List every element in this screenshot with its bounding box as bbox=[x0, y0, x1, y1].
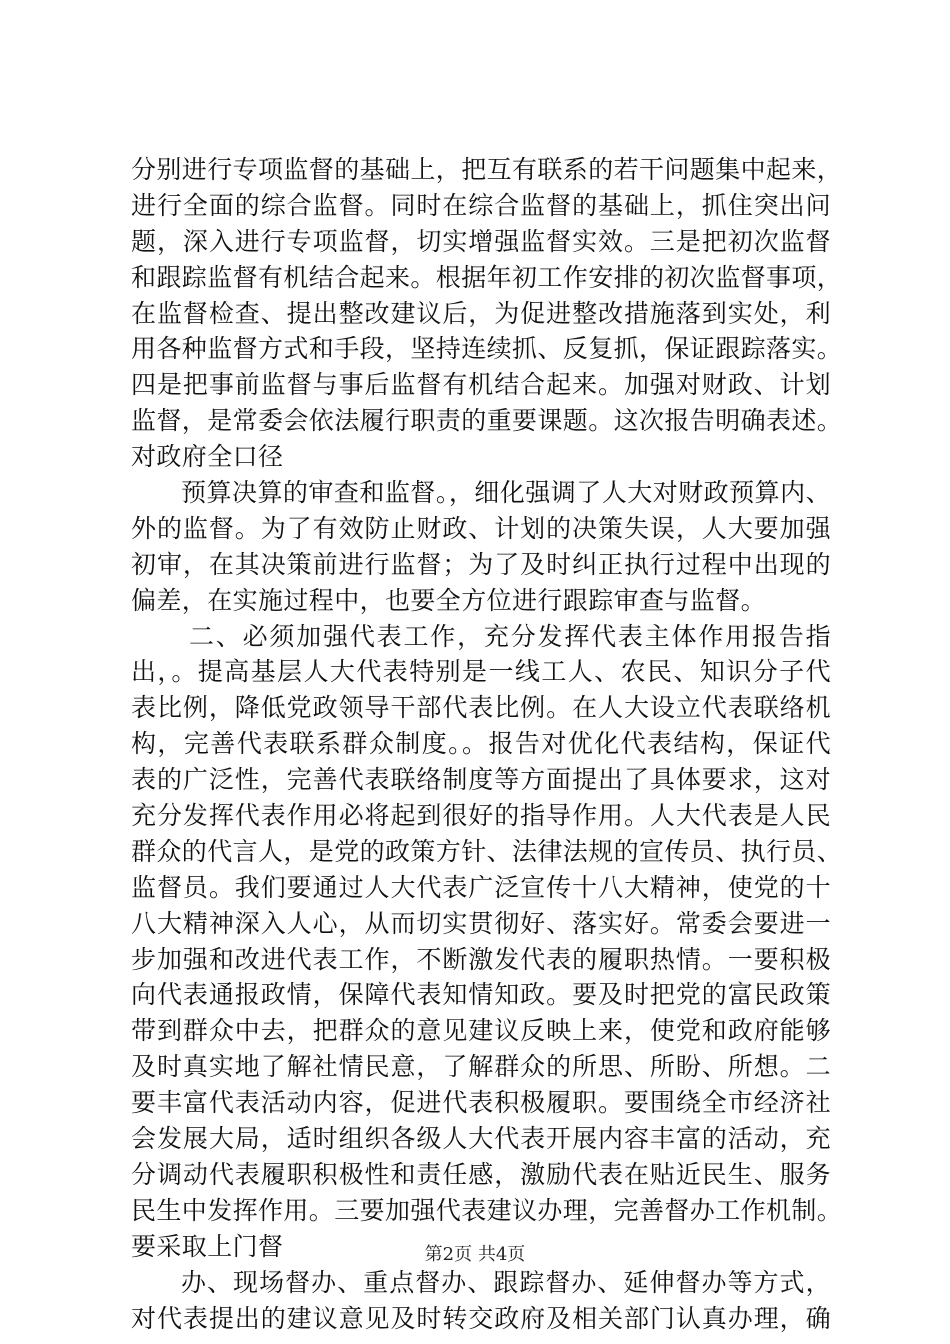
body-text bbox=[131, 152, 843, 1336]
text-line: 对代表提出的建议意见及时转交政府及相关部门认真办理，确 bbox=[131, 1303, 831, 1333]
text-line: 出，。提高基层人大代表特别是一线工人、农民、知识分子代 bbox=[131, 657, 831, 687]
text-line: 进行全面的综合监督。同时在综合监督的基础上，抓住突出问 bbox=[131, 190, 831, 220]
text-line: 用各种监督方式和手段，坚持连续抓、反复抓，保证跟踪落实。 bbox=[131, 334, 843, 364]
text-line: 分别进行专项监督的基础上，把互有联系的若干问题集中起来， bbox=[131, 155, 843, 184]
text-line: 民生中发挥作用。三要加强代表建议办理，完善督办工作机制。 bbox=[131, 1195, 843, 1225]
paragraph-first-line: 办、现场督办、重点督办、跟踪督办、延伸督办等方式， bbox=[181, 1267, 831, 1297]
text-line: 四是把事前监督与事后监督有机结合起来。加强对财政、计划 bbox=[131, 370, 831, 400]
text-line: 构，完善代表联系群众制度。。报告对优化代表结构，保证代 bbox=[131, 729, 831, 759]
paragraph-first-line: 预算决算的审查和监督。，细化强调了人大对财政预算内、 bbox=[181, 478, 831, 508]
text-line: 向代表通报政情，保障代表知情知政。要及时把党的富民政策 bbox=[131, 980, 831, 1010]
text-line: 会发展大局，适时组织各级人大代表开展内容丰富的活动，充 bbox=[131, 1124, 831, 1154]
text-line: 及时真实地了解社情民意，了解群众的所思、所盼、所想。二 bbox=[131, 1052, 831, 1082]
text-line: 和跟踪监督有机结合起来。根据年初工作安排的初次监督事项， bbox=[131, 262, 843, 292]
section-heading-line: 二、必须加强代表工作，充分发挥代表主体作用报告指 bbox=[189, 621, 831, 651]
text-line: 对政府全口径 bbox=[131, 442, 284, 472]
text-line: 八大精神深入人心，从而切实贯彻好、落实好。常委会要进一 bbox=[131, 908, 831, 938]
text-line: 偏差，在实施过程中，也要全方位进行跟踪审查与监督。 bbox=[131, 585, 767, 615]
text-line: 分调动代表履职积极性和责任感，激励代表在贴近民生、服务 bbox=[131, 1159, 831, 1189]
text-line: 初审，在其决策前进行监督；为了及时纠正执行过程中出现的 bbox=[131, 549, 831, 579]
text-line: 在监督检查、提出整改建议后，为促进整改措施落到实处，利 bbox=[131, 298, 831, 328]
text-line: 监督员。我们要通过人大代表广泛宣传十八大精神，使党的十 bbox=[131, 872, 831, 902]
text-line: 群众的代言人，是党的政策方针、法律法规的宣传员、执行员、 bbox=[131, 836, 843, 866]
text-line: 外的监督。为了有效防止财政、计划的决策失误，人大要加强 bbox=[131, 513, 831, 543]
page-footer: 第2页 共4页 bbox=[424, 1244, 526, 1265]
text-line: 带到群众中去，把群众的意见建议反映上来，使党和政府能够 bbox=[131, 1016, 831, 1046]
text-line: 充分发挥代表作用必将起到很好的指导作用。人大代表是人民 bbox=[131, 801, 831, 831]
text-line: 要丰富代表活动内容，促进代表积极履职。要围绕全市经济社 bbox=[131, 1088, 831, 1118]
text-line: 表的广泛性，完善代表联络制度等方面提出了具体要求，这对 bbox=[131, 765, 831, 795]
text-line: 表比例，降低党政领导干部代表比例。在人大设立代表联络机 bbox=[131, 693, 831, 723]
text-line: 监督，是常委会依法履行职责的重要课题。这次报告明确表述。 bbox=[131, 406, 843, 436]
text-line: 步加强和改进代表工作，不断激发代表的履职热情。一要积极 bbox=[131, 944, 831, 974]
text-line: 要采取上门督 bbox=[131, 1231, 284, 1261]
text-line: 题，深入进行专项监督，切实增强监督实效。三是把初次监督 bbox=[131, 226, 831, 256]
